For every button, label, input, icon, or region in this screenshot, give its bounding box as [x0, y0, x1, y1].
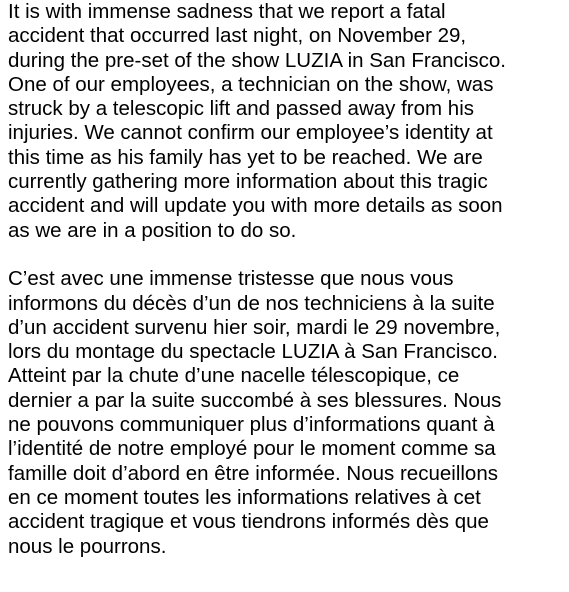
french-line-8: l’identité de notre employé pour le moment comme sa	[8, 437, 496, 461]
french-line-4: lors du montage du spectacle LUZIA à San Francisco.	[8, 340, 498, 364]
french-line-12: nous le pourrons.	[8, 534, 167, 558]
english-line-10: as we are in a position to do so.	[8, 218, 297, 242]
press-statement	[8, 0, 563, 559]
english-line-3: during the pre-set of the show LUZIA in San Francisco.	[8, 48, 506, 72]
french-line-1: C’est avec une immense tristesse que nous vous	[8, 267, 454, 291]
french-line-11: accident tragique et vous tiendrons informés dès que	[8, 510, 489, 534]
english-line-2: accident that occurred last night, on November 29,	[8, 24, 467, 48]
french-line-2: informons du décès d’un de nos techniciens à la suite	[8, 291, 495, 315]
french-line-5: Atteint par la chute d’une nacelle télescopique, ce	[8, 364, 460, 388]
french-line-6: dernier a par la suite succombé à ses blessures. Nous	[8, 388, 502, 412]
english-line-6: injuries. We cannot confirm our employee’s identity at	[8, 121, 493, 145]
french-line-7: ne pouvons communiquer plus d’informations quant à	[8, 413, 495, 437]
english-line-7: this time as his family has yet to be reached. We are	[8, 145, 483, 169]
english-line-9: accident and will update you with more details as soon	[8, 194, 503, 218]
french-line-10: en ce moment toutes les informations relatives à cet	[8, 485, 481, 509]
english-paragraph	[8, 0, 563, 243]
english-line-4: One of our employees, a technician on the show, was	[8, 72, 494, 96]
french-line-9: famille doit d’abord en être informée. Nous recueillons	[8, 461, 498, 485]
french-paragraph	[8, 267, 563, 559]
french-line-3: d’un accident survenu hier soir, mardi le 29 novembre,	[8, 315, 501, 339]
english-line-8: currently gathering more information about this tragic	[8, 170, 488, 194]
english-line-1: It is with immense sadness that we report a fatal	[8, 0, 446, 23]
english-line-5: struck by a telescopic lift and passed away from his	[8, 97, 475, 121]
